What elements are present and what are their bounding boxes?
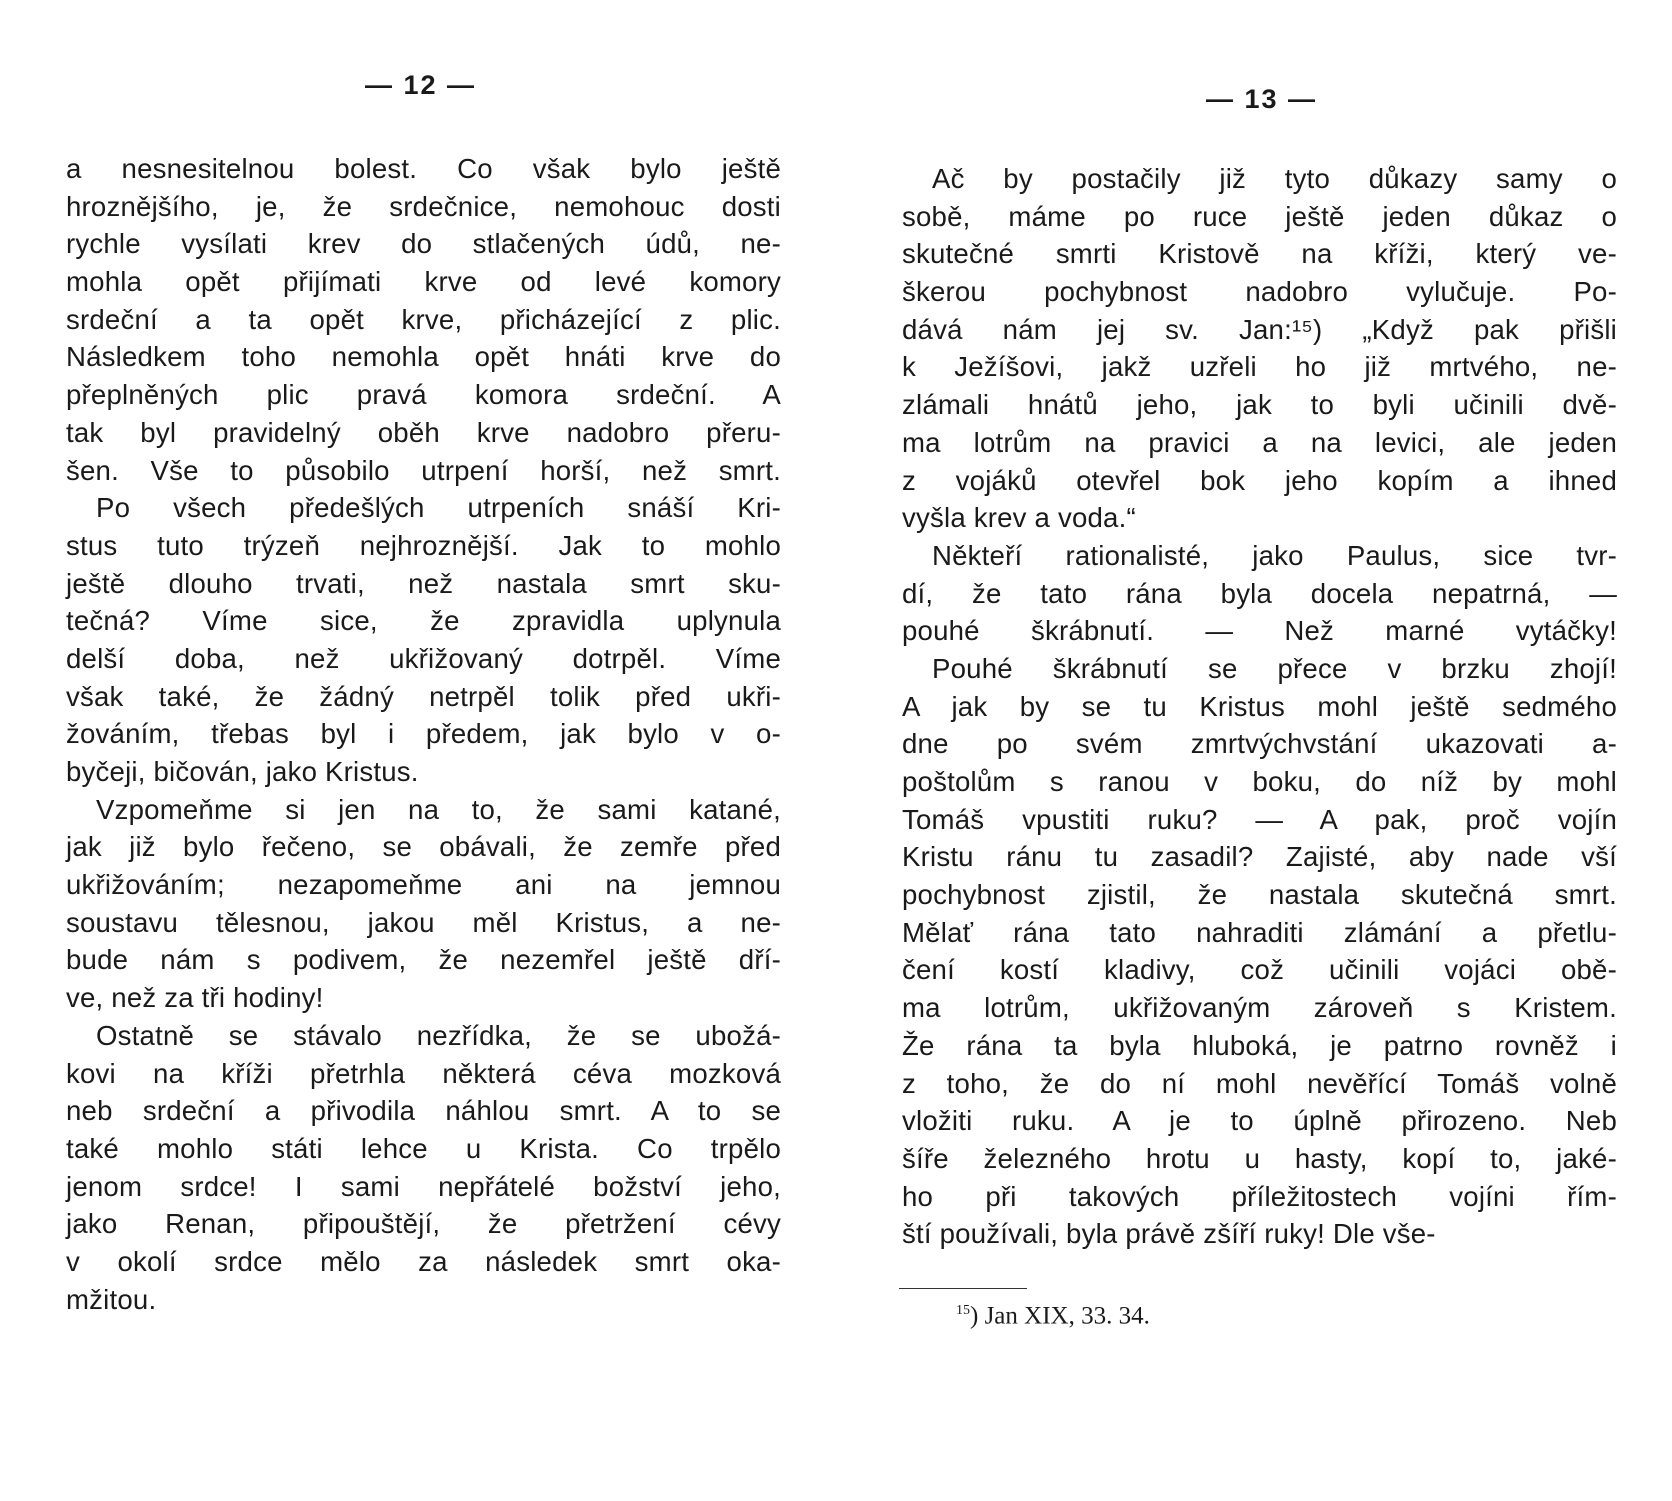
text-line: Někteří rationalisté, jako Paulus, sice tvr- bbox=[932, 539, 1617, 571]
text-line: neb srdeční a přivodila náhlou smrt. A to se bbox=[66, 1095, 781, 1127]
text-line: v okolí srdce mělo za následek smrt oka- bbox=[66, 1245, 781, 1277]
text-line: delší doba, než ukřižovaný dotrpěl. Víme bbox=[66, 642, 781, 674]
footnote-marker: 15 bbox=[956, 1303, 970, 1318]
right-page-text bbox=[902, 160, 1617, 1253]
text-line: a nesnesitelnou bolest. Co však bylo ještě bbox=[66, 153, 781, 184]
text-line: čení kostí kladivy, což učinili vojáci obě- bbox=[902, 954, 1617, 986]
text-line: šen. Vše to působilo utrpení horší, než smrt. bbox=[66, 454, 781, 486]
text-line: vložiti ruku. A je to úplně přirozeno. Neb bbox=[902, 1105, 1617, 1137]
text-line: dí, že tato rána byla docela nepatrná, — bbox=[902, 577, 1617, 609]
text-line: ma lotrům, ukřižovaným zároveň s Kristem. bbox=[902, 992, 1617, 1024]
footnote-divider bbox=[899, 1288, 1027, 1289]
text-line: vyšla krev a voda.“ bbox=[902, 502, 1136, 534]
text-line: srdeční a ta opět krve, přicházející z plic. bbox=[66, 303, 781, 335]
text-line: skutečné smrti Kristově na kříži, který ve- bbox=[902, 238, 1617, 270]
text-line: ma lotrům na pravici a na levici, ale jeden bbox=[902, 426, 1617, 458]
text-line: kovi na kříži přetrhla některá céva mozková bbox=[66, 1057, 781, 1089]
text-line: hroznějšího, je, že srdečnice, nemohouc dosti bbox=[66, 190, 781, 222]
text-line: ve, než za tři hodiny! bbox=[66, 982, 324, 1014]
text-line: ještě dlouho trvati, než nastala smrt sku- bbox=[66, 567, 781, 599]
text-line: tečná? Víme sice, že zpravidla uplynula bbox=[66, 605, 781, 637]
text-line: ukřižováním; nezapomeňme ani na jemnou bbox=[66, 869, 781, 901]
text-line: pochybnost zjistil, že nastala skutečná smrt. bbox=[902, 879, 1617, 911]
footnote-text: ) Jan XIX, 33. 34. bbox=[970, 1302, 1150, 1330]
text-line: byčeji, bičován, jako Kristus. bbox=[66, 756, 419, 787]
page-number-right: — 13 — bbox=[1206, 84, 1318, 114]
text-line: Kristu ránu tu zasadil? Zajisté, aby nade vší bbox=[902, 841, 1617, 873]
text-line: tak byl pravidelný oběh krve nadobro přeru- bbox=[66, 416, 781, 448]
text-line: A jak by se tu Kristus mohl ještě sedmého bbox=[902, 690, 1617, 722]
text-line: Ostatně se stávalo nezřídka, že se ubožá- bbox=[96, 1019, 781, 1051]
text-line: pouhé škrábnutí. — Než marné vytáčky! bbox=[902, 615, 1617, 647]
text-line: dává nám jej sv. Jan:¹⁵) „Když pak přišli bbox=[902, 313, 1617, 345]
text-line: mžitou. bbox=[66, 1283, 157, 1315]
text-line: sobě, máme po ruce ještě jeden důkaz o bbox=[902, 200, 1617, 232]
text-line: Pouhé škrábnutí se přece v brzku zhojí! bbox=[932, 652, 1617, 684]
text-line: však také, že žádný netrpěl tolik před ukři- bbox=[66, 680, 781, 712]
text-line: Vzpomeňme si jen na to, že sami katané, bbox=[96, 793, 781, 825]
text-line: žováním, třebas byl i předem, jak bylo v o- bbox=[66, 718, 781, 750]
footnote bbox=[956, 1295, 1150, 1332]
text-line: Ač by postačily již tyto důkazy samy o bbox=[932, 163, 1617, 194]
text-line: šíře železného hrotu u hasty, kopí to, jaké- bbox=[902, 1142, 1617, 1174]
text-line: ští používali, byla právě zšíří ruky! Dle vše- bbox=[902, 1218, 1436, 1250]
text-line: Mělať rána tato nahraditi zlámání a přetlu- bbox=[902, 916, 1617, 948]
text-line: soustavu tělesnou, jakou měl Kristus, a ne- bbox=[66, 906, 781, 938]
text-line: jak již bylo řečeno, se obávali, že zemře před bbox=[66, 831, 781, 863]
page-number-left: — 12 — bbox=[365, 70, 477, 100]
text-line: stus tuto trýzeň nejhroznější. Jak to mohlo bbox=[66, 529, 781, 561]
text-line: ho při takových příležitostech vojíni řím- bbox=[902, 1180, 1617, 1212]
text-line: mohla opět přijímati krve od levé komory bbox=[66, 266, 781, 298]
text-line: zlámali hnátů jeho, jak to byli učinili dvě- bbox=[902, 389, 1617, 421]
text-line: Že rána ta byla hluboká, je patrno rovněž i bbox=[902, 1029, 1617, 1061]
right-page bbox=[836, 0, 1672, 1501]
left-page-text bbox=[66, 150, 781, 1318]
text-line: jenom srdce! I sami nepřátelé božství jeho, bbox=[66, 1170, 781, 1202]
text-line: dne po svém zmrtvýchvstání ukazovati a- bbox=[902, 728, 1617, 760]
text-line: jako Renan, připouštějí, že přetržení cévy bbox=[66, 1208, 781, 1240]
text-line: bude nám s podivem, že nezemřel ještě dří- bbox=[66, 944, 781, 976]
text-line: škerou pochybnost nadobro vylučuje. Po- bbox=[902, 276, 1617, 308]
text-line: přeplněných plic pravá komora srdeční. A bbox=[66, 379, 781, 411]
text-line: k Ježíšovi, jakž uzřeli ho již mrtvého, ne- bbox=[902, 351, 1617, 383]
text-line: Následkem toho nemohla opět hnáti krve do bbox=[66, 341, 781, 373]
text-line: Po všech předešlých utrpeních snáší Kri- bbox=[96, 492, 781, 524]
text-line: Tomáš vpustiti ruku? — A pak, proč vojín bbox=[902, 803, 1617, 835]
text-line: poštolům s ranou v boku, do níž by mohl bbox=[902, 766, 1617, 797]
text-line: z vojáků otevřel bok jeho kopím a ihned bbox=[902, 464, 1617, 496]
text-line: rychle vysílati krev do stlačených údů, ne- bbox=[66, 228, 781, 260]
text-line: z toho, že do ní mohl nevěřící Tomáš volně bbox=[902, 1067, 1617, 1099]
text-line: také mohlo státi lehce u Krista. Co trpělo bbox=[66, 1132, 781, 1164]
